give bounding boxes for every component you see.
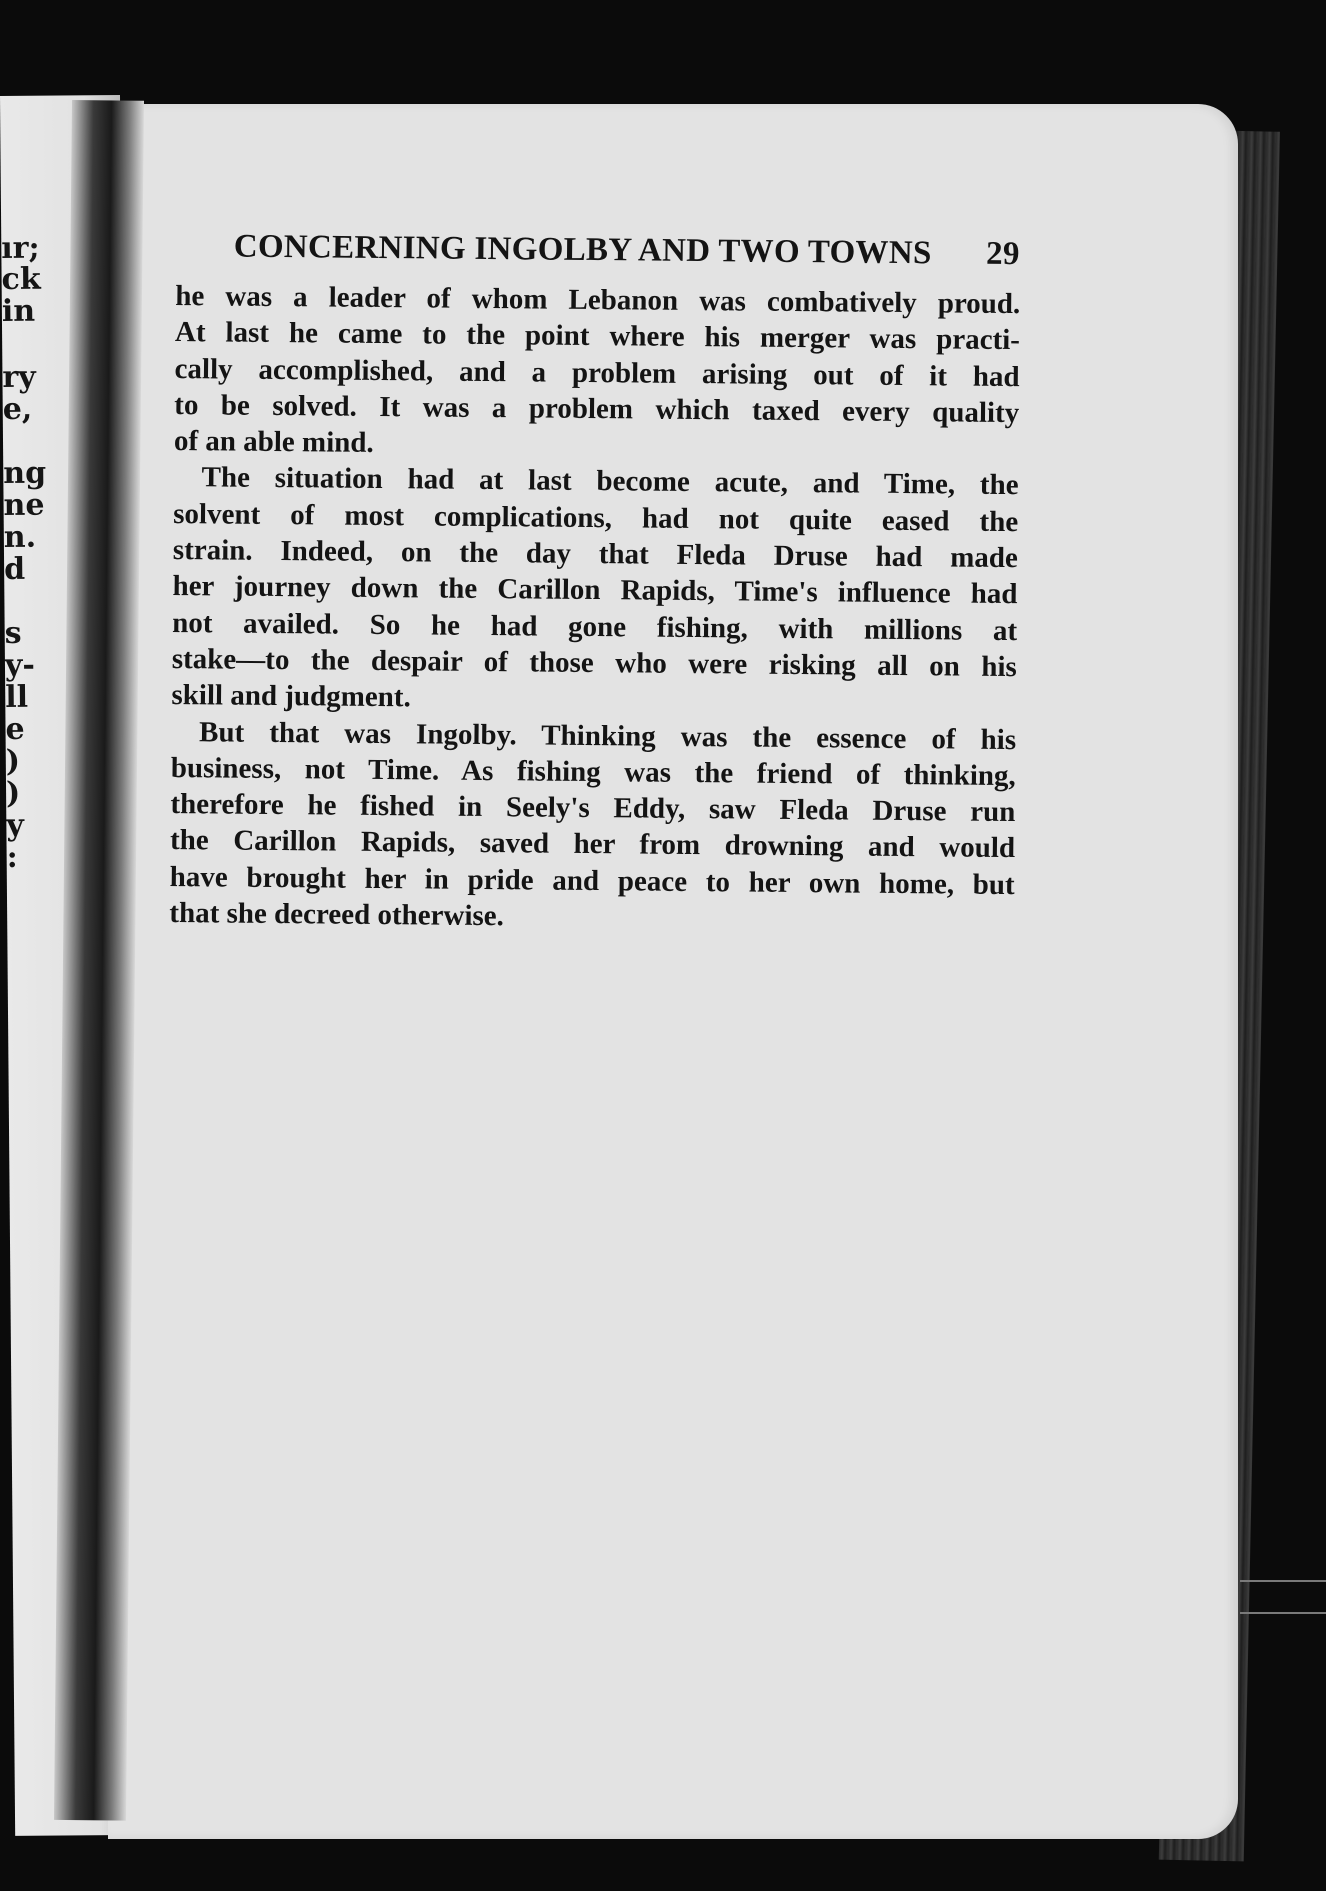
previous-page-fragment: ng (3, 455, 47, 491)
text-line: the Carillon Rapids, saved her from drowning and would (169, 824, 1016, 865)
previous-page-fragment: ) (5, 743, 21, 779)
previous-page-fragment: ry (2, 359, 36, 395)
text-line: The situation had at last become acute, and Time, the (201, 461, 1019, 502)
previous-page-fragment: y- (4, 647, 36, 683)
previous-page-fragment: ) (5, 775, 21, 811)
previous-page-fragment: n. (3, 519, 37, 555)
previous-page-fragment: ne (3, 487, 45, 523)
previous-page-fragment: : (6, 839, 18, 875)
scan-streak (1240, 1580, 1326, 1582)
text-line: not availed. So he had gone fishing, with millions at (172, 606, 1018, 647)
scan-streak (1240, 1612, 1326, 1614)
previous-page-fragment: ck (1, 261, 41, 297)
previous-page-fragment: ır; (1, 230, 40, 266)
text-line: cally accomplished, and a problem arising out of it had (174, 352, 1020, 393)
text-line: her journey down the Carillon Rapids, Time's influence had (172, 570, 1018, 611)
text-line: he was a leader of whom Lebanon was combatively proud. (175, 279, 1021, 321)
page-text-block (169, 224, 1036, 940)
text-line: skill and judgment. (171, 679, 411, 714)
paragraph (169, 714, 1016, 940)
text-line: business, not Time. As fishing was the friend of thinking, (170, 751, 1016, 792)
running-head-title: CONCERNING INGOLBY AND TWO TOWNS (233, 228, 932, 272)
text-line: to be solved. It was a problem which taxed every quality (174, 388, 1020, 429)
previous-page-fragment: y (6, 807, 24, 843)
paragraph (174, 278, 1021, 468)
text-line: stake—to the despair of those who were risking all on his (171, 642, 1017, 684)
previous-page-fragment: ll (5, 679, 29, 715)
page-number: 29 (985, 235, 1020, 273)
text-line: At last he came to the point where his merger was practi- (174, 316, 1021, 357)
text-line: therefore he fished in Seely's Eddy, saw Fleda Druse run (170, 788, 1016, 829)
text-line: of an able mind. (173, 425, 374, 460)
previous-page-fragment: e (5, 711, 25, 747)
text-line: that she decreed otherwise. (169, 897, 505, 933)
previous-page-fragment: e, (2, 391, 33, 427)
body-text (169, 278, 1020, 939)
text-line: But that was Ingolby. Thinking was the essence of his (198, 715, 1017, 756)
running-head (233, 225, 1019, 287)
text-line: strain. Indeed, on the day that Fleda Druse had made (172, 534, 1018, 575)
previous-page-fragment: s (4, 615, 22, 651)
previous-page-fragment: in (1, 293, 36, 329)
text-line: solvent of most complications, had not quite eased the (173, 497, 1019, 538)
paragraph (171, 459, 1018, 721)
text-line: have brought her in pride and peace to her own home, but (169, 860, 1015, 901)
previous-page-fragment: d (3, 551, 26, 587)
